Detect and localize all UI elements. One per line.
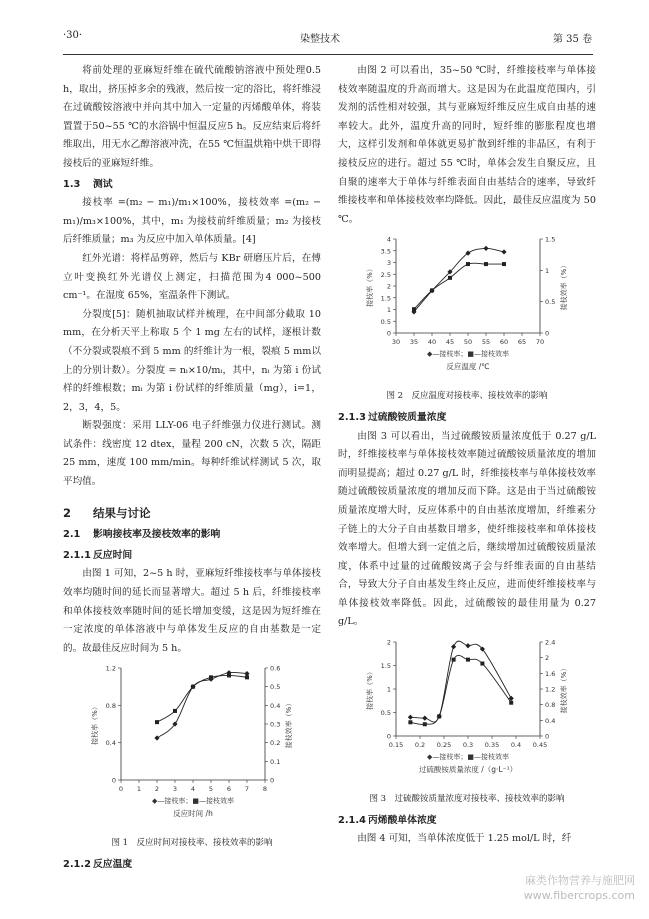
data-point-diamond — [465, 643, 470, 648]
y-right-tick-label: 1 — [545, 267, 550, 276]
data-point-diamond — [483, 246, 488, 251]
data-point-square — [502, 262, 506, 266]
watermark-line-1: 麻类作物营养与施肥网 — [525, 874, 635, 887]
data-point-diamond — [501, 250, 506, 255]
data-point-square — [155, 721, 159, 725]
x-tick-label: 30 — [391, 338, 401, 347]
running-header — [0, 30, 649, 50]
y-left-tick-label: 1 — [386, 685, 391, 694]
paragraph: 断裂强度：采用 LLY-06 电子纤维强力仪进行测试。测试条件：线密度 12 dtex，量程 200 cN，次数 5 次，隔距 25 mm，速度 100 mm/min。每种纤维试样测试 5 次，取平均值。 — [63, 420, 321, 488]
x-tick-label: 40 — [427, 338, 437, 347]
data-point-square — [245, 676, 249, 680]
data-point-square — [412, 308, 416, 312]
x-tick-label: 3 — [172, 785, 178, 794]
y-right-tick-label: 0.6 — [270, 664, 281, 673]
data-point-square — [480, 662, 484, 666]
y-right-tick-label: 0.3 — [270, 720, 281, 729]
section-heading-2: 2 结果与讨论 — [63, 505, 151, 520]
data-point-square — [437, 714, 441, 718]
x-tick-label: 8 — [262, 785, 268, 794]
x-tick-label: 7 — [244, 785, 250, 794]
x-tick-label: 70 — [535, 338, 545, 347]
data-point-square — [423, 722, 427, 726]
y-right-tick-label: 1.5 — [545, 235, 556, 244]
y-left-tick-label: 1.5 — [380, 662, 391, 671]
x-tick-label: 45 — [445, 338, 455, 347]
y-right-tick-label: 0.4 — [545, 716, 556, 725]
figure-2-chart — [338, 229, 596, 379]
series-line-square — [157, 676, 247, 723]
y-right-tick-label: 0.5 — [270, 683, 281, 692]
y-right-tick-label: 0.4 — [270, 702, 281, 711]
x-tick-label: 4 — [190, 785, 196, 794]
x-tick-label: 65 — [517, 338, 527, 347]
data-point-square — [173, 709, 177, 713]
y-right-tick-label: 0.2 — [270, 739, 281, 748]
x-tick-label: 50 — [463, 338, 473, 347]
paragraph: 由图 2 可以看出，35~50 ℃时，纤维接枝率与单体接枝效率随温度的升高而增大。这是因为在此温度范围内，引发剂的活性相对较强，其与亚麻短纤维反应生成自由基的速率较大。此外，温度升高的同时，短纤维的膨胀程度也增大，这样引发剂和单体就更易扩散到纤维的非晶区，有利于接枝反应的进行。超过 55 ℃时，单体会发生自聚反应，且自聚的速率大于单体与纤维表面自由基结合的速率，导致纤维接枝率和单体接枝效率均降低。因此，最佳反应温度为 50 ℃。 — [338, 65, 596, 225]
section-heading-2-1-4: 2.1.4 丙烯酸单体浓度 — [338, 814, 437, 826]
volume-label: 第 35 卷 — [553, 34, 593, 45]
data-point-square — [408, 720, 412, 724]
y-left-axis-label: 接枝率（%） — [366, 265, 374, 308]
paragraph: 由图 1 可知，2~5 h 时，亚麻短纤维接枝率与单体接枝效率均随时间的延长而显著增大。超过 5 h 后，纤维接枝率和单体接枝效率随时间的延长增加变缓，这是因为短纤维在一定浓度的单体溶液中与单体发生反应的自由基数是一定的。故最佳反应时间为 5 h。 — [63, 568, 321, 654]
series-line-diamond — [414, 249, 504, 312]
data-point-square — [509, 701, 513, 705]
y-right-tick-label: 0 — [545, 329, 550, 338]
y-right-tick-label: 0 — [270, 776, 275, 785]
section-heading-2-1-2: 2.1.2 反应温度 — [63, 859, 133, 870]
figure-3-caption: 图 3 过硫酸铵质量浓度对接枝率、接枝效率的影响 — [369, 793, 565, 804]
data-point-diamond — [154, 736, 159, 741]
y-left-tick-label: 3.5 — [380, 247, 391, 256]
data-point-square — [466, 658, 470, 662]
x-axis-label: 反应时间 /h — [173, 809, 213, 819]
y-left-tick-label: 0 — [386, 732, 391, 741]
paragraph: 红外光谱：将样品剪碎，然后与 KBr 研磨压片后，在傅立叶变换红外光谱仪上测定，扫描范围为4 000~500 cm⁻¹。在湿度 65%，室温条件下测试。 — [63, 252, 321, 302]
data-point-square — [191, 685, 195, 689]
right-column — [338, 62, 596, 849]
section-heading-1-3: 1.3 测试 — [63, 178, 113, 190]
series-line-diamond — [157, 673, 247, 739]
figure-3-chart — [338, 632, 596, 782]
legend: ◆—接枝率；■—接枝效率 — [427, 753, 509, 762]
watermark-line-2: www.fibercrops.com — [523, 889, 635, 902]
y-right-tick-label: 0.5 — [545, 298, 556, 307]
y-right-tick-label: 2 — [545, 654, 550, 663]
data-point-square — [448, 276, 452, 280]
left-column — [63, 62, 321, 875]
data-point-diamond — [422, 716, 427, 721]
x-tick-label: 55 — [481, 338, 491, 347]
y-right-axis-label: 接枝效率（%） — [285, 700, 293, 749]
y-left-tick-label: 0.4 — [105, 739, 116, 748]
y-left-tick-label: 2 — [386, 282, 391, 291]
y-right-tick-label: 1.6 — [545, 669, 556, 678]
y-left-tick-label: 4 — [386, 235, 391, 244]
x-tick-label: 0.2 — [414, 741, 426, 750]
y-right-tick-label: 0 — [545, 732, 550, 741]
y-right-tick-label: 2.4 — [545, 638, 556, 647]
y-left-axis-label: 接枝率（%） — [91, 703, 99, 746]
y-left-tick-label: 0.5 — [380, 318, 391, 327]
paragraph: 分裂度[5]：随机抽取试样并梳理，在中间部分截取 10 mm，在分析天平上称取 5 个 1 mg 左右的试样，逐根计数（不分裂或裂痕不到 5 mm 的纤维计为一根，裂痕 5 mm以上的分别计数）。分裂度 = nᵢ×10/mᵢ，其中，nᵢ 为第 i 份试样的纤维根数；mᵢ 为第 i 份试样的纤维质量（mg），i=1，2，3，4，5。 — [63, 308, 321, 413]
data-point-square — [466, 262, 470, 266]
series-line-square — [410, 655, 511, 724]
y-left-tick-label: 1 — [386, 306, 391, 315]
section-heading-2-1-1: 2.1.1 反应时间 — [63, 549, 133, 561]
x-tick-label: 0.45 — [532, 741, 548, 750]
x-tick-label: 0.25 — [436, 741, 452, 750]
section-heading-2-1: 2.1 影响接枝率及接枝效率的影响 — [63, 529, 221, 541]
y-left-tick-label: 0 — [386, 329, 391, 338]
x-axis-label: 过硫酸铵质量浓度 /（g·L⁻¹） — [418, 765, 518, 775]
y-right-tick-label: 0.8 — [545, 701, 556, 710]
legend: ◆—接枝率；■—接枝效率 — [152, 797, 234, 806]
paragraph: 将前处理的亚麻短纤维在硫代硫酸钠溶液中预处理0.5 h，取出，挤压掉多余的残液，然后按一定的浴比，将纤维浸在过硫酸铵溶液中并向其中加入一定量的丙烯酸单体，将装置置于50~55 ℃的水浴锅中恒温反应5 h。反应结束后将纤维取出，用无水乙醇溶液冲洗，在55 ℃恒温烘箱中烘干即得接枝后的亚麻短纤维。 — [63, 65, 321, 169]
y-left-tick-label: 2.5 — [380, 271, 391, 280]
x-tick-label: 1 — [136, 785, 142, 794]
x-tick-label: 0 — [118, 785, 124, 794]
y-right-axis-label: 接枝效率（%） — [560, 262, 568, 311]
x-tick-label: 5 — [208, 785, 214, 794]
y-left-tick-label: 3 — [386, 259, 391, 268]
section-heading-2-1-3: 2.1.3 过硫酸铵质量浓度 — [338, 411, 447, 423]
site-watermark — [524, 873, 635, 903]
x-tick-label: 0.15 — [388, 741, 404, 750]
page-number: ·30· — [63, 30, 83, 41]
figure-1 — [63, 658, 321, 834]
y-right-tick-label: 0.1 — [270, 758, 281, 767]
y-right-axis-label: 接枝效率（%） — [560, 664, 568, 714]
paragraph: 由图 3 可以看出，当过硫酸铵质量浓度低于 0.27 g/L时，纤维接枝率与单体接枝效率随过硫酸铵质量浓度的增加而明显提高；超过 0.27 g/L 时，纤维接枝率与单体接枝效率随过硫酸铵质量浓度的增加反而下降。这是由于当过硫酸铵质量浓度增大时，反应体系中的自由基浓度增加，纤维素分子链上的大分子自由基数目增多，使纤维接枝率和单体接枝效率增大。但增大到一定值之后，继续增加过硫酸铵质量浓度，体系中过量的过硫酸铵离子会与纤维表面的自由基结合，导致大分子自由基发生终止反应，进而使纤维接枝率与单体接枝效率降低。因此，过硫酸铵的最佳用量为 0.27 g/L。 — [338, 430, 596, 628]
y-left-tick-label: 0 — [111, 776, 116, 785]
x-tick-label: 0.4 — [510, 741, 522, 750]
x-axis-label: 反应温度 /℃ — [446, 362, 490, 372]
data-point-square — [227, 674, 231, 678]
y-left-axis-label: 接枝率（%） — [366, 668, 374, 710]
data-point-diamond — [451, 644, 456, 649]
x-tick-label: 60 — [499, 338, 509, 347]
journal-name: 染整技术 — [300, 34, 340, 45]
paragraph: 接枝率 =(m₂ − m₁)/m₁×100%，接枝效率 =(m₂ − m₁)/m₃×100%，其中，m₁ 为接枝前纤维质量；m₂ 为接枝后纤维质量；m₃ 为反应中加入单体质量。[4] — [63, 197, 321, 246]
y-left-tick-label: 0.5 — [380, 709, 391, 718]
figure-1-chart — [63, 658, 321, 826]
x-tick-label: 35 — [409, 338, 419, 347]
legend: ◆—接枝率；■—接枝效率 — [427, 350, 509, 359]
data-point-diamond — [408, 715, 413, 720]
data-point-square — [209, 676, 213, 680]
data-point-square — [452, 658, 456, 662]
y-right-tick-label: 1.2 — [545, 685, 556, 694]
paragraph: 由图 4 可知，当单体浓度低于 1.25 mol/L 时，纤 — [357, 833, 572, 845]
figure-1-caption: 图 1 反应时间对接枝率、接枝效率的影响 — [111, 838, 273, 848]
series-line-square — [414, 263, 504, 309]
y-left-tick-label: 1.2 — [105, 664, 116, 673]
data-point-square — [484, 262, 488, 266]
x-tick-label: 0.35 — [484, 741, 500, 750]
y-left-tick-label: 1.5 — [380, 294, 391, 303]
data-point-square — [430, 289, 434, 293]
x-tick-label: 6 — [226, 785, 232, 794]
x-tick-label: 0.3 — [462, 741, 474, 750]
y-left-tick-label: 0.8 — [105, 702, 116, 711]
header-rule — [63, 54, 593, 55]
figure-2-caption: 图 2 反应温度对接枝率、接枝效率的影响 — [386, 390, 548, 401]
figure-2 — [338, 229, 596, 387]
figure-3 — [338, 632, 596, 790]
x-tick-label: 2 — [154, 785, 160, 794]
y-left-tick-label: 2 — [386, 638, 391, 647]
